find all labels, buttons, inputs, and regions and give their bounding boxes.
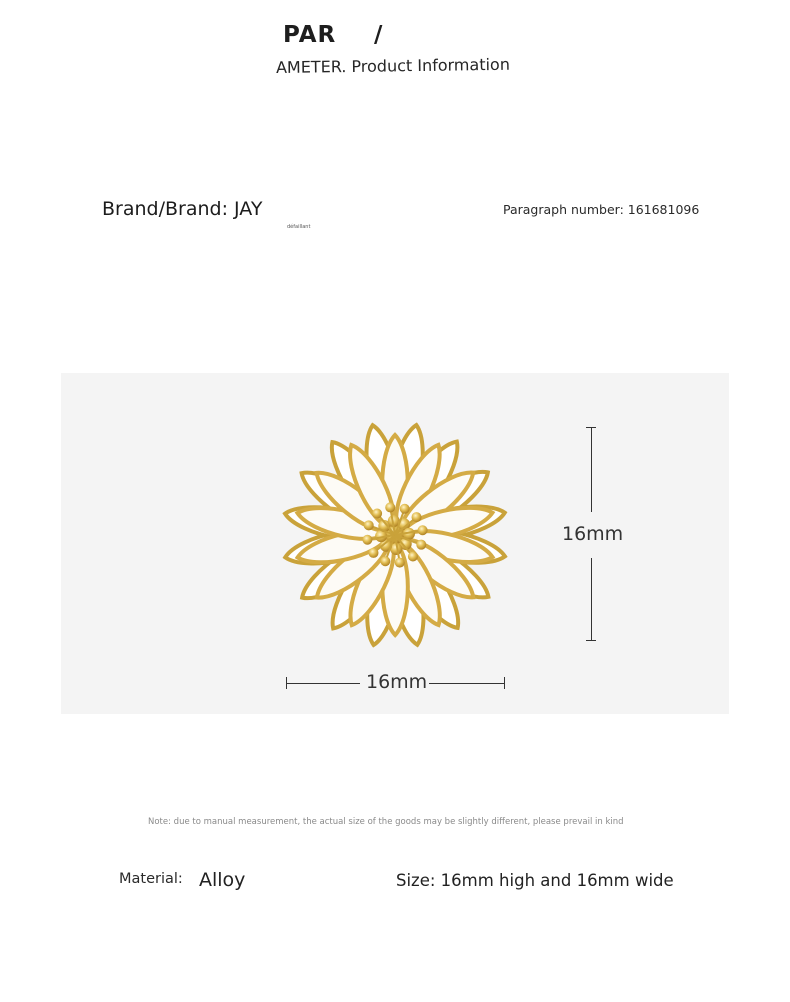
stamen-bead (364, 520, 374, 530)
height-dimension-label: 16mm (562, 523, 624, 545)
brand-text: Brand/Brand: JAY (102, 198, 263, 220)
stamen-bead (385, 502, 395, 512)
width-dimension-label: 16mm (366, 671, 428, 693)
tiny-mark: défaillant (287, 224, 311, 230)
stamen-bead (380, 556, 390, 566)
height-dimension-line-bottom (591, 558, 592, 640)
material-label: Material: (119, 871, 183, 887)
width-dimension-line-right (429, 683, 505, 684)
height-dimension-bottom-tick (586, 640, 596, 641)
page-title: PAR (283, 22, 337, 48)
paragraph-number: Paragraph number: 161681096 (503, 202, 700, 217)
stamen-bead (368, 548, 378, 558)
material-value: Alloy (199, 869, 246, 891)
stamen-bead (412, 512, 422, 522)
width-dimension-line-left (286, 683, 360, 684)
page-subtitle: AMETER. Product Information (275, 54, 511, 77)
stamen-bead (372, 508, 382, 518)
size-text: Size: 16mm high and 16mm wide (396, 871, 674, 890)
stamen-bead (408, 552, 418, 562)
height-dimension-line-top (591, 427, 592, 512)
stamen-bead (418, 525, 428, 535)
width-dimension-right-tick (504, 677, 505, 689)
title-slash: / (374, 22, 383, 48)
stamen-bead (400, 504, 410, 514)
daisy-brooch-image (270, 415, 520, 655)
measurement-note: Note: due to manual measurement, the actual size of the goods may be slightly different, please prevail in kind (148, 817, 624, 827)
stamen-bead (416, 540, 426, 550)
stamen-bead (395, 558, 405, 568)
stamen-bead (362, 535, 372, 545)
